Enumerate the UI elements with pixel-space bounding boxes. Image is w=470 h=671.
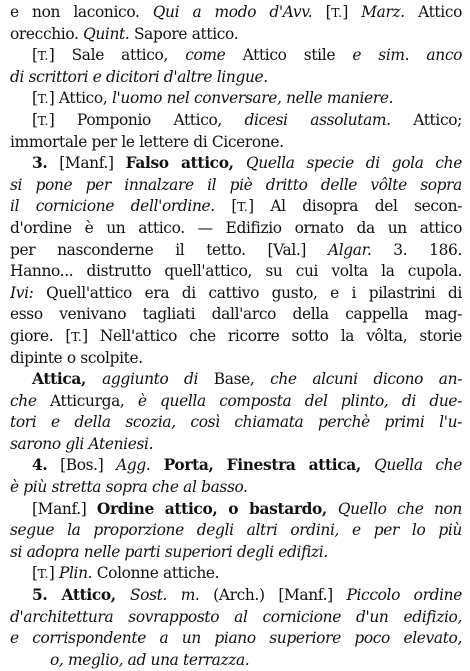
text-line bbox=[10, 563, 462, 585]
headword: 3. bbox=[32, 154, 48, 173]
text-run: Quell'attico era di cattivo gusto, e i pilastrini di bbox=[33, 283, 462, 302]
italic-text: come bbox=[185, 46, 226, 65]
italic-text: aggiunto di bbox=[102, 370, 199, 389]
text-line bbox=[10, 24, 462, 46]
text-run: T. bbox=[37, 48, 49, 64]
text-run: ] Sale attico, bbox=[48, 46, 186, 65]
headword: Attica, bbox=[32, 370, 103, 389]
text-run: e non laconico. bbox=[10, 3, 153, 21]
text-line bbox=[10, 326, 462, 348]
text-run: Attico; bbox=[390, 110, 462, 129]
italic-text: di scrittori e dicitori d'altre lingue. bbox=[10, 67, 268, 86]
text-run: T. bbox=[37, 112, 49, 128]
italic-text: l'uomo nel conversare, nelle maniere. bbox=[111, 89, 394, 108]
text-run: d'ordine è un attico. — Edifizio ornato da un attico bbox=[10, 218, 462, 237]
text-line bbox=[10, 67, 462, 89]
italic-text: d'architettura sovrapposto al cornicione d'un edifizio, bbox=[10, 607, 462, 626]
text-line bbox=[10, 585, 462, 607]
text-run: ] bbox=[48, 564, 59, 583]
headword: Ordine attico, o bastardo, bbox=[96, 499, 338, 518]
italic-text: Marz. bbox=[361, 3, 405, 21]
italic-text: e sim. anco bbox=[352, 46, 462, 65]
text-run: ] bbox=[342, 3, 362, 21]
text-line bbox=[10, 412, 462, 434]
headword: Porta, Finestra attica, bbox=[150, 456, 375, 475]
italic-text: è più stretta sopra che al basso. bbox=[10, 478, 248, 497]
text-run: Attico stile bbox=[225, 46, 353, 65]
text-run: ] Nell'attico che ricorre sotto la vôlta, storie bbox=[82, 326, 462, 345]
italic-text: e corrispondente a un piano superiore poco elevato, bbox=[10, 629, 462, 648]
italic-text: che bbox=[10, 391, 37, 410]
text-run: giore. [ bbox=[10, 326, 72, 345]
text-run: [Bos.] bbox=[47, 456, 117, 475]
text-run: T. bbox=[237, 199, 249, 215]
italic-text: segue la proporzione degli altri ordini, e per lo più bbox=[10, 521, 462, 540]
text-line bbox=[10, 542, 462, 564]
text-run: T. bbox=[71, 328, 83, 344]
headword: 5. Attico, bbox=[32, 586, 130, 605]
text-run: [ bbox=[32, 89, 38, 108]
text-line bbox=[10, 607, 462, 629]
text-line bbox=[10, 628, 462, 650]
text-run: Base, bbox=[198, 370, 271, 389]
text-line bbox=[10, 477, 462, 499]
italic-text: Quint. bbox=[83, 24, 130, 43]
italic-text: Quello che non bbox=[337, 499, 462, 518]
text-line bbox=[10, 196, 462, 218]
text-run: [ bbox=[32, 46, 38, 65]
text-run: [ bbox=[32, 110, 38, 129]
italic-text: Piccolo ordine bbox=[346, 586, 462, 605]
italic-text: che alcuni dicono an- bbox=[270, 370, 462, 389]
italic-text: sarono gli Ateniesi. bbox=[10, 434, 154, 453]
text-run: [Manf.] bbox=[32, 499, 97, 518]
text-line bbox=[10, 283, 462, 305]
italic-text: Sost. m. bbox=[129, 586, 200, 605]
text-run: T. bbox=[37, 91, 49, 107]
text-run: T. bbox=[331, 5, 343, 20]
text-line bbox=[10, 45, 462, 67]
text-run: Attico bbox=[404, 3, 462, 21]
text-run: T. bbox=[37, 566, 49, 582]
text-run: [ bbox=[214, 197, 238, 216]
italic-text: Quella che bbox=[374, 456, 462, 475]
italic-text: Agg. bbox=[116, 456, 151, 475]
italic-text: Qui a modo d'Avv. bbox=[152, 3, 326, 21]
text-line bbox=[10, 650, 462, 671]
text-line bbox=[10, 240, 462, 262]
text-line bbox=[10, 455, 462, 477]
italic-text: Quella specie di gola che bbox=[246, 154, 462, 173]
text-run: orecchio. bbox=[10, 24, 84, 43]
text-run: Hanno... distrutto quell'attico, su cui volta la cupola. bbox=[10, 262, 462, 281]
text-line bbox=[10, 153, 462, 175]
text-run: Atticurga, bbox=[36, 391, 138, 410]
italic-text: Algar. bbox=[327, 240, 372, 259]
text-run: dipinte o scolpite. bbox=[10, 348, 143, 367]
italic-text: tori e della scozia, così chiamata perchè primi l'u- bbox=[10, 413, 462, 432]
text-line bbox=[10, 2, 462, 24]
italic-text: Plin. bbox=[58, 564, 93, 583]
italic-text: si pone per innalzare il piè dritto delle vôlte sopra bbox=[10, 175, 462, 194]
text-run: (Arch.) [Manf.] bbox=[199, 586, 347, 605]
text-run: immortale per le lettere di Cicerone. bbox=[10, 132, 284, 151]
italic-text: è quella composta del plinto, di due- bbox=[137, 391, 462, 410]
text-run: [ bbox=[325, 3, 332, 21]
text-line bbox=[10, 391, 462, 413]
headword: 4. bbox=[32, 456, 48, 475]
text-line bbox=[10, 434, 462, 456]
text-line bbox=[10, 304, 462, 326]
text-run: Colonne attiche. bbox=[92, 564, 220, 583]
text-line bbox=[10, 132, 462, 154]
text-run: [ bbox=[32, 564, 38, 583]
text-run: per nasconderne il tetto. [Val.] bbox=[10, 240, 328, 259]
text-line bbox=[10, 499, 462, 521]
text-line bbox=[10, 218, 462, 240]
text-run: Sapore attico. bbox=[129, 24, 239, 43]
italic-text: Ivi: bbox=[10, 283, 34, 302]
headword: Falso attico, bbox=[125, 154, 246, 173]
text-run: [Manf.] bbox=[47, 154, 126, 173]
text-run: 3. 186. bbox=[371, 240, 462, 259]
italic-text: o, meglio, ad una terrazza. bbox=[50, 650, 250, 669]
text-run: ] Pomponio Attico, bbox=[48, 110, 245, 129]
text-line bbox=[10, 369, 462, 391]
text-line bbox=[10, 348, 462, 370]
text-line bbox=[10, 88, 462, 110]
text-line bbox=[10, 110, 462, 132]
italic-text: si adopra nelle parti superiori degli edifizi. bbox=[10, 542, 328, 561]
text-line bbox=[10, 520, 462, 542]
italic-text: dicesi assolutam. bbox=[244, 110, 391, 129]
text-run: esso venivano tagliati dall'arco della cappella mag- bbox=[10, 305, 462, 324]
text-run: ] Al disopra del secon- bbox=[248, 197, 462, 216]
text-run: ] Attico, bbox=[48, 89, 112, 108]
text-line bbox=[10, 261, 462, 283]
italic-text: il cornicione dell'ordine. bbox=[10, 197, 215, 216]
text-line bbox=[10, 175, 462, 197]
